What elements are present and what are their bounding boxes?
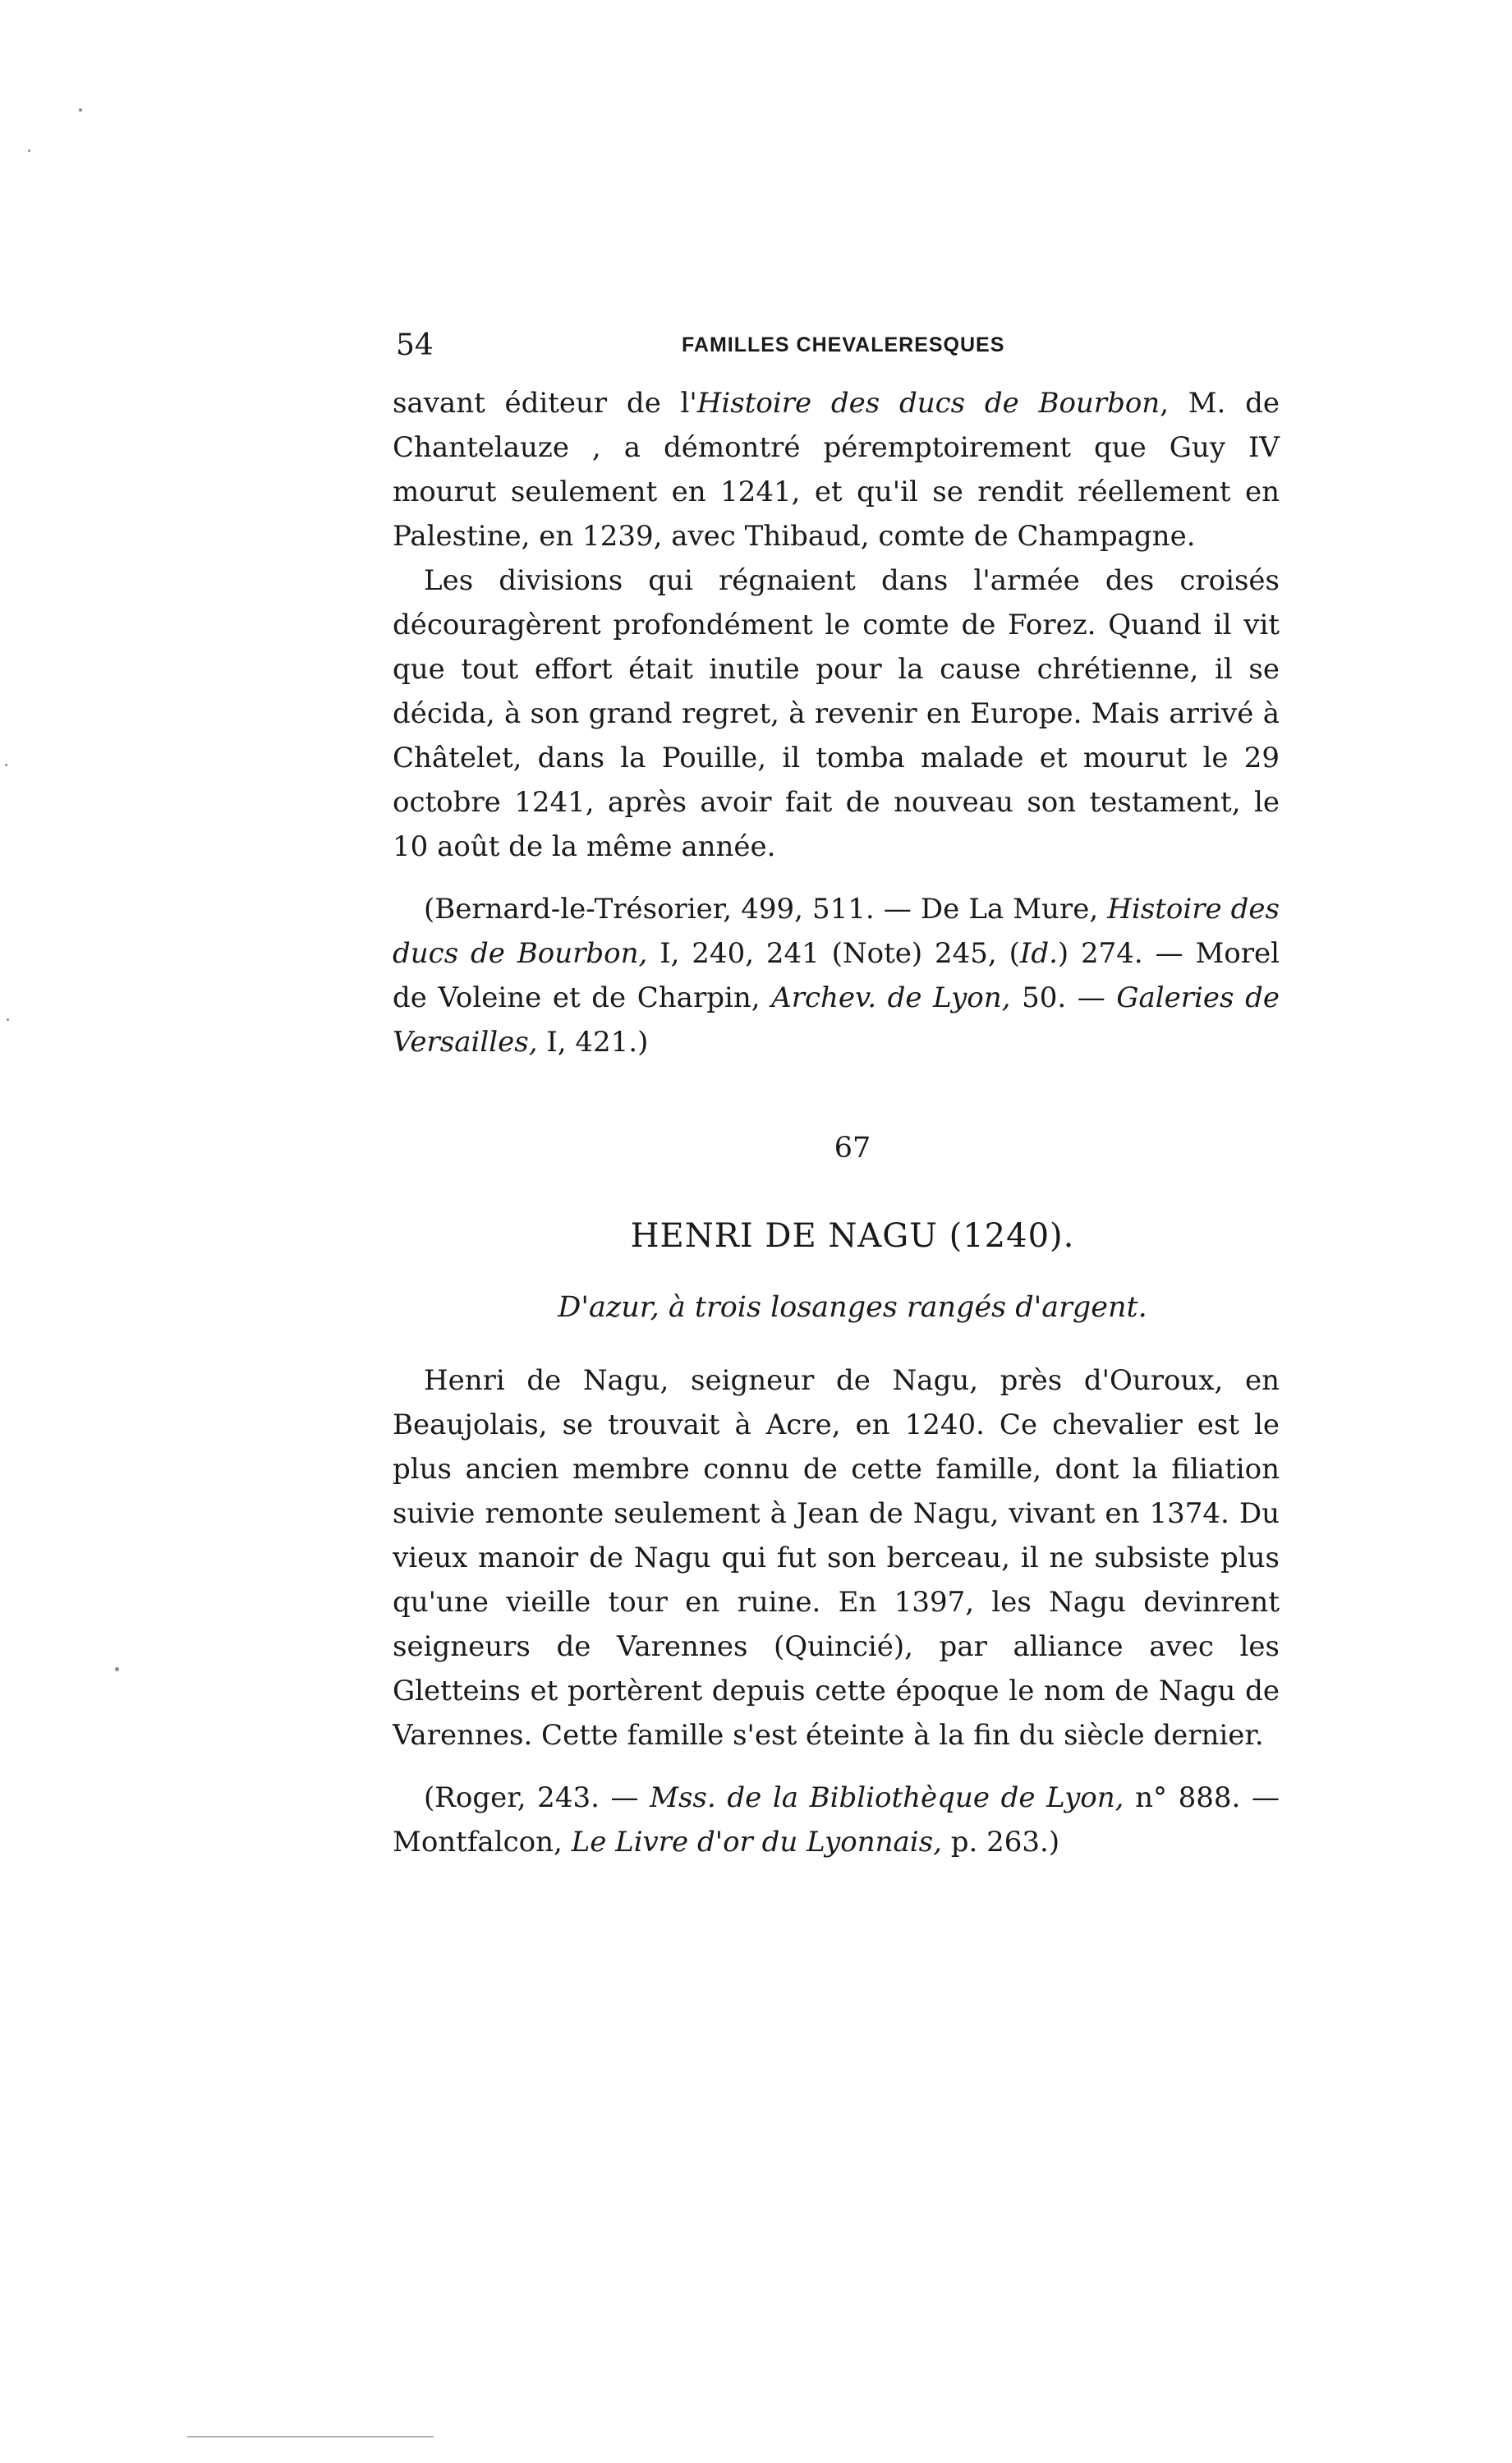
entry-title: HENRI DE NAGU (1240). — [630, 1217, 1075, 1255]
citation-block-1 — [393, 887, 1280, 1064]
text-span: , M. de Chantelauze , a démontré péremptoirement que Guy IV mourut seulement en 1241, et qu'il se rendit réellement en Palestine, en 1239, avec Thibaud, comte de Champagne. — [393, 387, 1280, 553]
paragraph-divisions: Les divisions qui régnaient dans l'armée des croisés découragèrent profondément le comte de Forez. Quand il vit que tout effort était inutile pour la cause chrétienne, il se décida, à son grand regret, à revenir en Europe. Mais arrivé à Châtelet, dans la Pouille, il tomba malade et mourut le 29 octobre 1241, après avoir fait de nouveau son testament, le 10 août de la même année. — [393, 564, 1280, 863]
continuation-paragraph — [393, 381, 1280, 558]
page-number: 54 — [396, 329, 434, 362]
scan-speck — [28, 149, 30, 152]
citation-italic: Galeries de Versailles, — [393, 981, 1280, 1059]
citation-block-2 — [393, 1776, 1280, 1864]
book-title-italic: Histoire des ducs de Bourbon — [696, 387, 1160, 420]
text-span: ) 274. — Morel de Voleine et de Charpin, — [393, 937, 1280, 1014]
running-head — [393, 329, 1280, 378]
scan-bottom-rule — [187, 2436, 434, 2438]
text-span: (Bernard-le-Trésorier, 499, 511. — De La Mure, — [424, 893, 1108, 926]
text-span: 50. — — [1010, 981, 1117, 1014]
text-span: savant éditeur de l' — [393, 387, 697, 420]
citation-italic: Le Livre d'or du Lyonnais, — [571, 1826, 942, 1859]
text-span: (Roger, 243. — — [424, 1781, 650, 1814]
text-span: p. 263.) — [941, 1826, 1060, 1859]
citation-italic: Id. — [1019, 937, 1058, 970]
scan-speck — [79, 108, 82, 112]
text-span: I, 240, 241 (Note) 245, ( — [647, 937, 1020, 970]
scan-speck — [115, 1667, 119, 1671]
scan-speck — [5, 764, 7, 766]
citation-italic: Mss. de la Bibliothèque de Lyon, — [650, 1781, 1124, 1814]
citation-italic: Archev. de Lyon, — [771, 981, 1011, 1014]
running-title: FAMILLES CHEVALERESQUES — [682, 333, 1005, 356]
text-span: n° 888. — Montfalcon, — [393, 1781, 1280, 1859]
scan-speck — [7, 1018, 9, 1021]
entry-number: 67 — [834, 1132, 871, 1165]
citation-italic: Histoire des ducs de Bourbon, — [393, 893, 1280, 970]
paragraph-nagu: Henri de Nagu, seigneur de Nagu, près d'Ouroux, en Beaujolais, se trouvait à Acre, en 1240. Ce chevalier est le plus ancien membre connu de cette famille, dont la filiation suivie remonte seulement à Jean de Nagu, vivant en 1374. Du vieux manoir de Nagu qui fut son berceau, il ne subsiste plus qu'une vieille tour en ruine. En 1397, les Nagu devinrent seigneurs de Varennes (Quincié), par alliance avec les Gletteins et portèrent depuis cette époque le nom de Nagu de Varennes. Cette famille s'est éteinte à la fin du siècle dernier. — [393, 1364, 1280, 1752]
book-page — [393, 329, 1280, 1892]
text-span: I, 421.) — [537, 1026, 649, 1059]
entry-arms: D'azur, à trois losanges rangés d'argent. — [558, 1291, 1147, 1324]
